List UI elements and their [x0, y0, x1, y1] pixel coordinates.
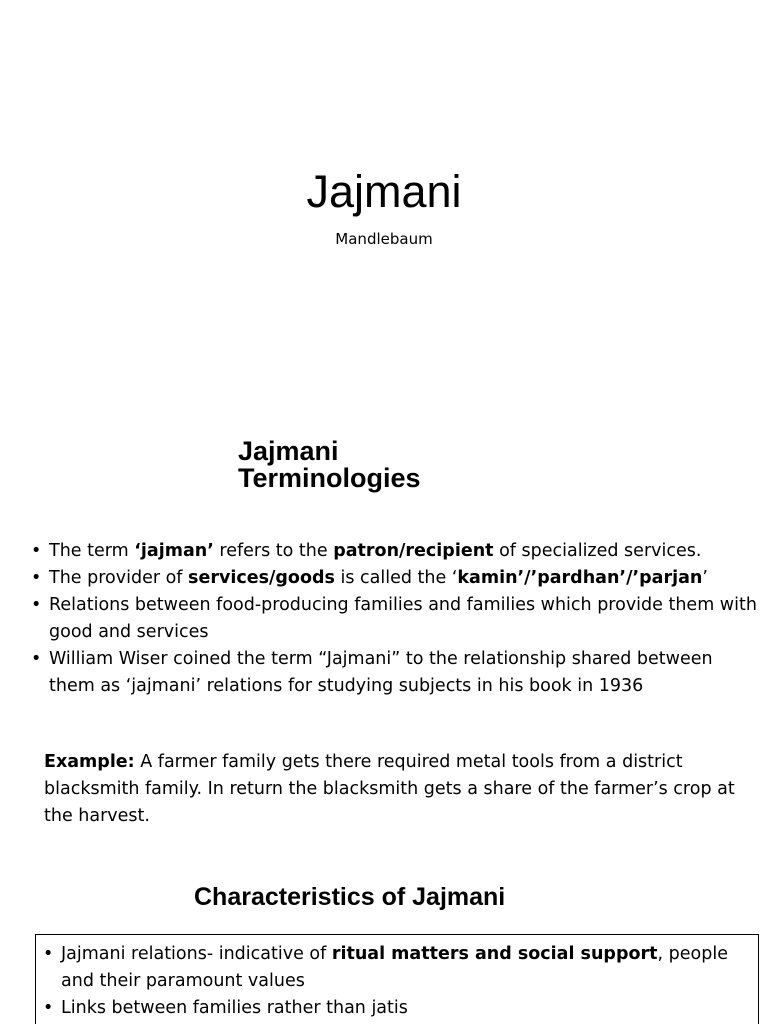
terminologies-heading-line2: Terminologies — [238, 463, 421, 493]
terminologies-list — [29, 538, 759, 700]
bullet-text: The provider of — [49, 568, 189, 588]
bold-term: ritual matters and social support — [331, 944, 658, 964]
bold-term: patron/recipient — [333, 541, 494, 561]
terminology-item-wiser: • William Wiser coined the term “Jajmani” to the relationship shared between them as ‘jajmani’ relations for studying subjects in his book in 1936 — [29, 646, 759, 700]
bold-term: kamin’/’pardhan’/’parjan — [457, 568, 703, 588]
bold-term: ‘jajman’ — [134, 541, 214, 561]
bullet-text: Jajmani relations- indicative of — [61, 944, 332, 964]
example-paragraph — [44, 749, 744, 830]
page-title: Jajmani — [306, 166, 462, 217]
bullet-text: refers to the — [213, 541, 334, 561]
bullet-text: of specialized services. — [493, 541, 702, 561]
terminology-item-jajman — [29, 538, 759, 565]
bold-term: services/goods — [188, 568, 335, 588]
characteristics-heading: Characteristics of Jajmani — [194, 883, 506, 911]
bullet-text: The term — [49, 541, 135, 561]
page-subtitle: Mandlebaum — [335, 230, 433, 248]
bullet-text: ’ — [702, 568, 708, 588]
terminologies-heading — [238, 438, 518, 492]
example-label: Example: — [44, 752, 135, 772]
bullet-text: is called the ‘ — [334, 568, 458, 588]
terminology-item-provider — [29, 565, 759, 592]
terminology-item-relations: • Relations between food-producing families and families which provide them with good and services — [29, 592, 759, 646]
characteristic-item-links: • Links between families rather than jatis — [41, 995, 741, 1022]
characteristics-list — [41, 941, 741, 1022]
characteristics-box — [35, 934, 759, 1024]
bullet-text: , people and their paramount values — [61, 944, 728, 991]
characteristic-item-ritual — [41, 941, 741, 995]
terminologies-heading-line1: Jajmani — [238, 436, 339, 466]
example-text: A farmer family gets there required metal tools from a district blacksmith family. In return the blacksmith gets a share of the farmer’s crop at the harvest. — [44, 752, 735, 826]
